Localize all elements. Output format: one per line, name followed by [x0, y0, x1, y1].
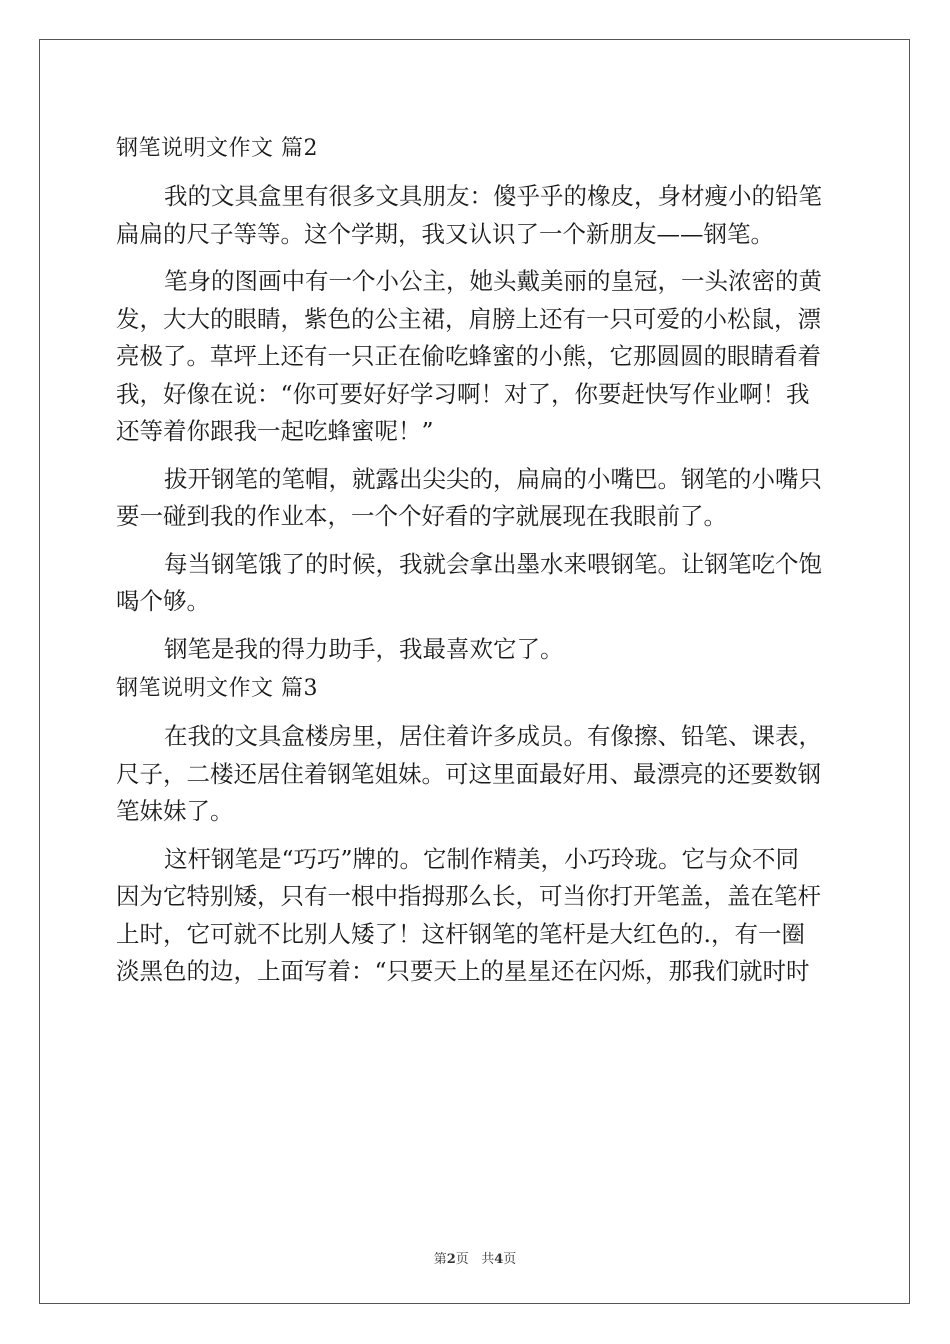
total-suffix: 页	[503, 1252, 517, 1267]
text-line: 我的文具盒里有很多文具朋友：傻乎乎的橡皮，身材瘦小的铅笔	[164, 182, 822, 210]
text-line: 扁扁的尺子等等。这个学期，我又认识了一个新朋友——钢笔。	[116, 219, 774, 248]
text-line: 淡黑色的边，上面写着：“只要天上的星星还在闪烁，那我们就时时	[116, 957, 810, 985]
total-page-count: 4	[494, 1252, 504, 1267]
text-line: 还等着你跟我一起吃蜂蜜呢！”	[116, 417, 434, 445]
page-footer	[0, 1248, 950, 1267]
text-line: 每当钢笔饿了的时候，我就会拿出墨水来喂钢笔。让钢笔吃个饱	[164, 549, 822, 578]
text-line: 喝个够。	[116, 587, 210, 615]
text-line: 笔妹妹了。	[116, 797, 234, 825]
paragraph	[116, 461, 832, 536]
paragraph	[116, 631, 832, 669]
total-prefix: 共	[481, 1252, 495, 1267]
text-line: 因为它特别矮，只有一根中指拇那么长，可当你打开笔盖，盖在笔杆	[116, 882, 821, 910]
text-line: 要一碰到我的作业本，一个个好看的字就展现在我眼前了。	[116, 502, 727, 530]
document-body	[116, 130, 832, 1001]
text-line: 发，大大的眼睛，紫色的公主裙，肩膀上还有一只可爱的小松鼠，漂	[116, 304, 821, 333]
text-line: 笔身的图画中有一个小公主，她头戴美丽的皇冠，一头浓密的黄	[164, 267, 822, 295]
text-line: 上时，它可就不比别人矮了！这杆钢笔的笔杆是大红色的.，有一圈	[116, 919, 805, 948]
text-line: 在我的文具盒楼房里，居住着许多成员。有像擦、铅笔、课表，	[164, 722, 822, 750]
text-line: 拔开钢笔的笔帽，就露出尖尖的，扁扁的小嘴巴。钢笔的小嘴只	[164, 464, 822, 493]
paragraph	[116, 718, 832, 831]
text-line: 钢笔是我的得力助手，我最喜欢它了。	[164, 634, 564, 663]
section-heading: 钢笔说明文作文 篇2	[116, 136, 318, 161]
paragraph	[116, 178, 832, 253]
text-line: 尺子，二楼还居住着钢笔姐妹。可这里面最好用、最漂亮的还要数钢	[116, 759, 821, 788]
text-line: 这杆钢笔是“巧巧”牌的。它制作精美，小巧玲珑。它与众不同	[164, 844, 800, 873]
paragraph	[116, 263, 832, 451]
text-line: 亮极了。草坪上还有一只正在偷吃蜂蜜的小熊，它那圆圆的眼睛看着	[116, 342, 821, 370]
text-line: 我，好像在说：“你可要好好学习啊！对了，你要赶快写作业啊！我	[116, 379, 810, 408]
page-suffix: 页	[455, 1252, 469, 1267]
paragraph	[116, 546, 832, 621]
page-prefix: 第	[433, 1252, 447, 1267]
current-page-number: 2	[446, 1252, 456, 1267]
section-heading: 钢笔说明文作文 篇3	[116, 676, 318, 701]
paragraph	[116, 841, 832, 991]
